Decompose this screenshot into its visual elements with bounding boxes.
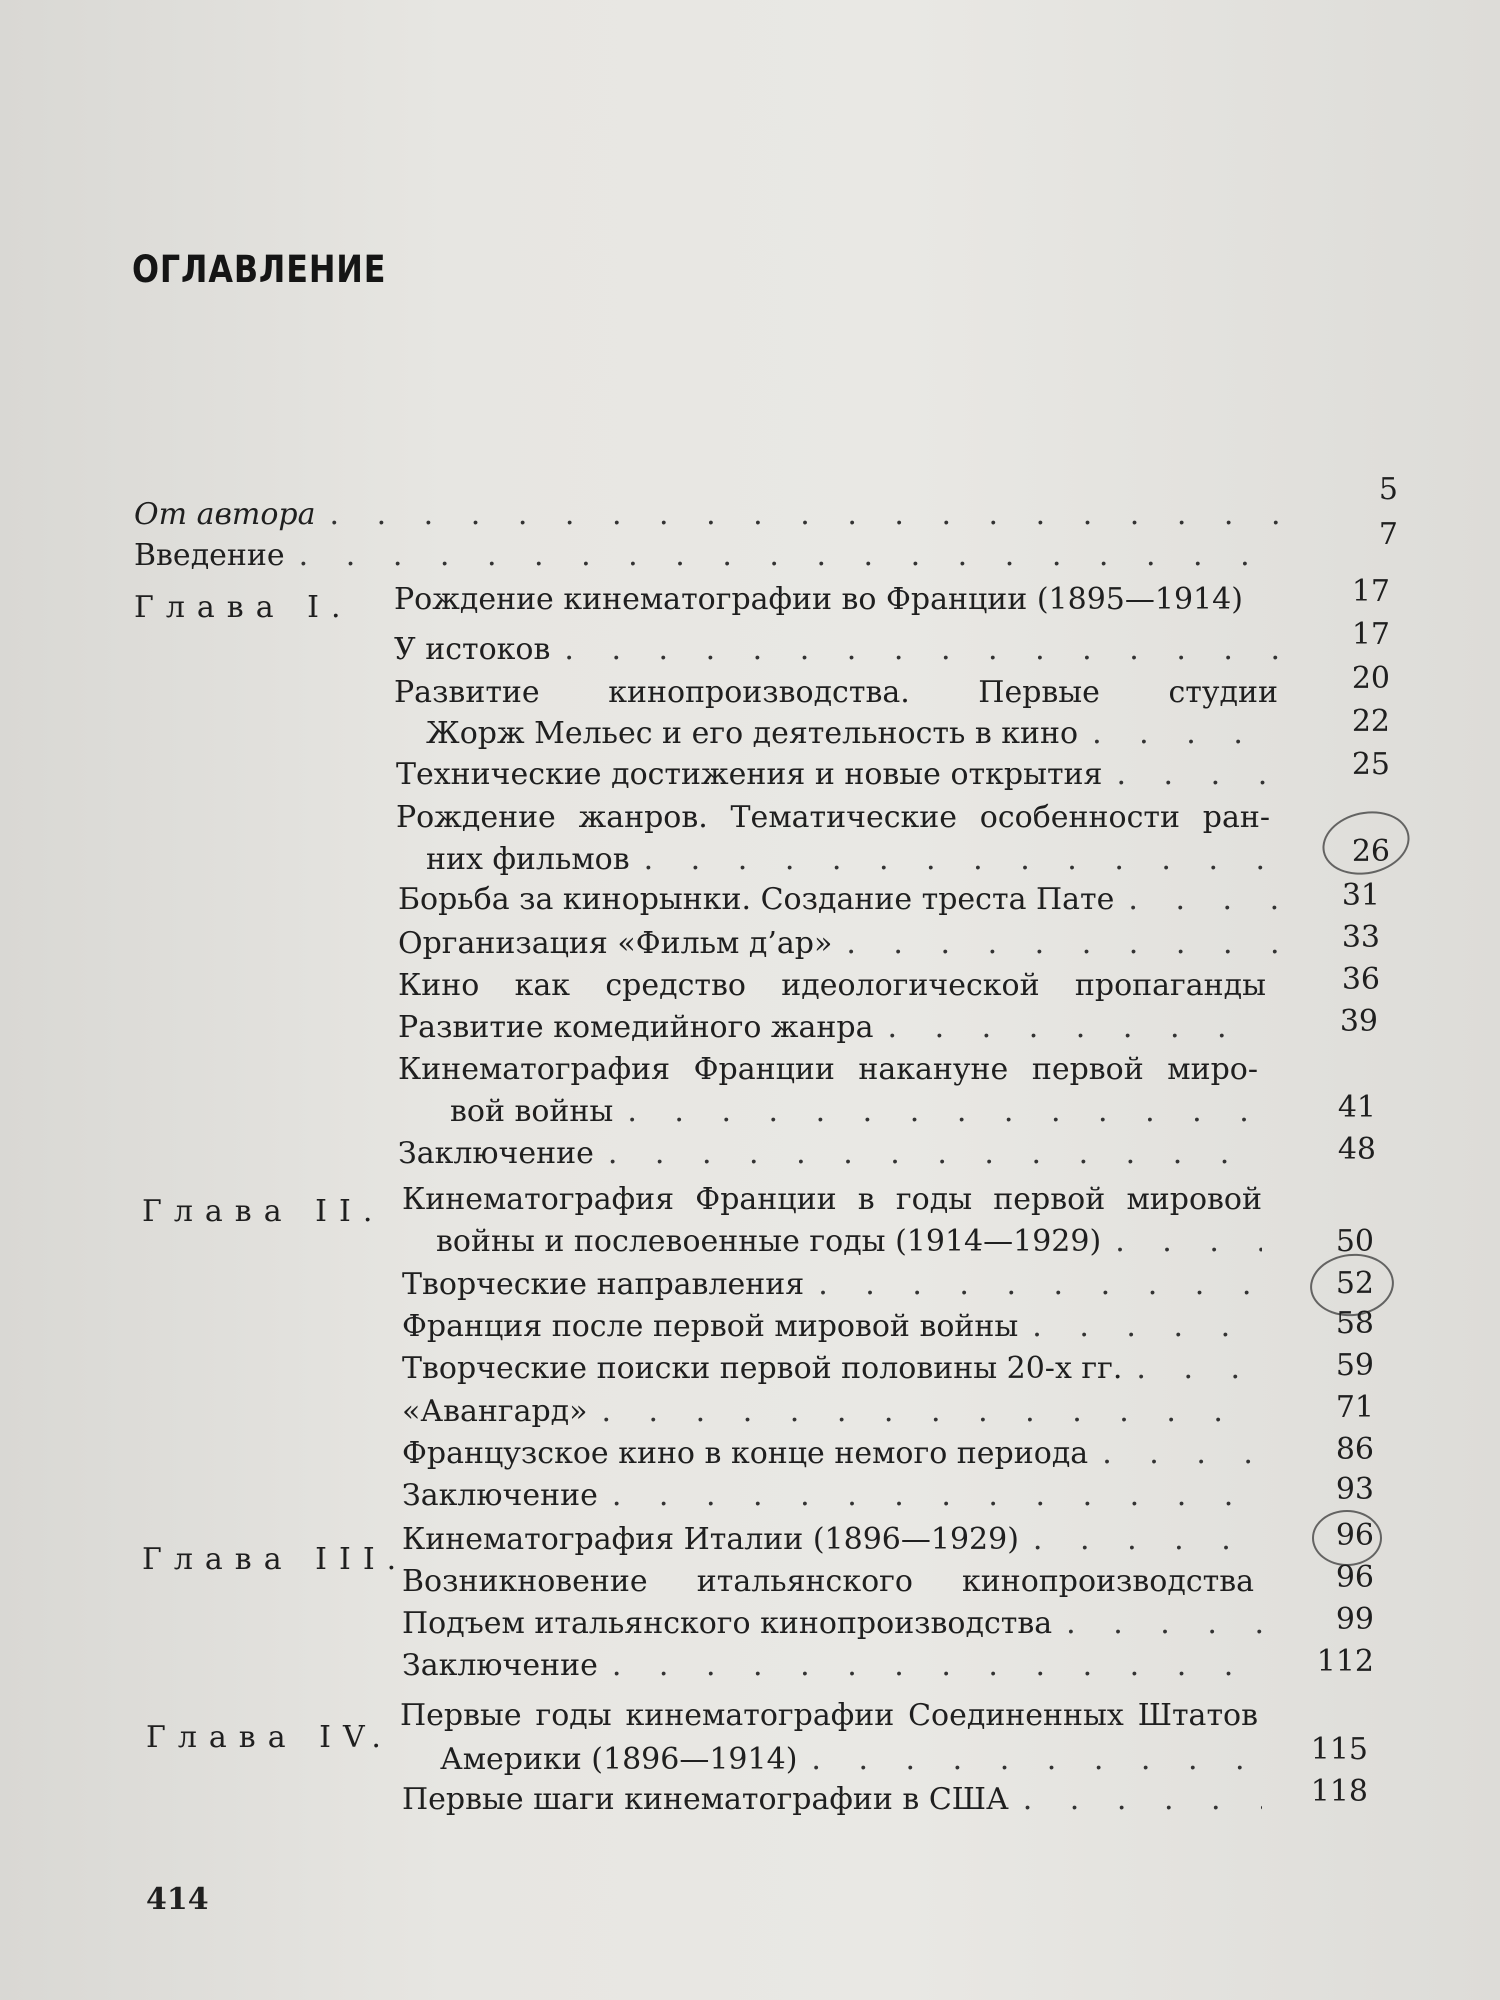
- toc-entry[interactable]: [436, 1222, 1262, 1262]
- page-number: 93: [1335, 1472, 1374, 1507]
- entry-title: Жорж Мельес и его деятельность в кино: [426, 716, 1079, 751]
- dot-leader: [564, 630, 1278, 670]
- entry-title: Борьба за кинорынки. Создание треста Пате: [398, 882, 1115, 917]
- toc-entry[interactable]: [398, 880, 1278, 920]
- toc-entry[interactable]: [398, 966, 1266, 1006]
- dot-leader: [1136, 1349, 1262, 1389]
- entry-title: Развитие кинопроизводства. Первые студии: [394, 675, 1278, 710]
- toc-entry[interactable]: [394, 580, 1278, 620]
- toc-entry[interactable]: [394, 673, 1278, 713]
- dot-leader: [644, 840, 1278, 880]
- chapter-label: Глава III.: [142, 1542, 409, 1577]
- toc-entry[interactable]: [402, 1604, 1262, 1644]
- dot-leader: [299, 536, 1278, 576]
- entry-title: У истоков: [394, 632, 551, 667]
- toc-entry[interactable]: [398, 1134, 1266, 1174]
- page-number: 20: [1351, 661, 1390, 696]
- entry-title: Организация «Фильм д’ар»: [398, 926, 833, 961]
- page-number: 99: [1335, 1602, 1374, 1637]
- chapter-label: Глава I.: [134, 590, 353, 625]
- dot-leader: [811, 1740, 1262, 1780]
- page-number: 115: [1310, 1732, 1368, 1767]
- entry-title: Кино как средство идеологической пропаганды: [398, 968, 1266, 1003]
- toc-entry[interactable]: [402, 1646, 1262, 1686]
- toc-entry[interactable]: [402, 1562, 1254, 1602]
- toc-entry[interactable]: [440, 1740, 1262, 1780]
- page-number: 17: [1351, 574, 1390, 609]
- toc-entry[interactable]: [398, 924, 1278, 964]
- dot-leader: [1116, 755, 1278, 795]
- page-number: 118: [1310, 1774, 1368, 1809]
- dot-leader: [1102, 1434, 1262, 1474]
- dot-leader: [1033, 1520, 1262, 1560]
- dot-leader: [1128, 880, 1278, 920]
- entry-title: От автора: [134, 497, 316, 532]
- toc-entry[interactable]: [402, 1265, 1262, 1305]
- page-folio: 414: [146, 1882, 209, 1917]
- dot-leader: [818, 1265, 1262, 1305]
- page-number-circled: 52: [1335, 1266, 1374, 1301]
- page-number: 112: [1316, 1644, 1374, 1679]
- dot-leader: [1023, 1780, 1262, 1820]
- entry-title: Заключение: [398, 1136, 594, 1171]
- chapter-label: Глава II.: [142, 1194, 385, 1229]
- page-number: 59: [1335, 1348, 1374, 1383]
- entry-title: Первые шаги кинематографии в США: [402, 1782, 1009, 1817]
- toc-entry-preface[interactable]: [134, 495, 1278, 535]
- entry-title: Кинематография Франции в годы первой мировой: [402, 1182, 1262, 1217]
- page-number: 48: [1337, 1132, 1376, 1167]
- entry-title: Рождение кинематографии во Франции (1895—1914): [394, 582, 1243, 617]
- page-number: 96: [1335, 1560, 1374, 1595]
- page-number-circled: 96: [1335, 1518, 1374, 1553]
- entry-title: Развитие комедийного жанра: [398, 1010, 874, 1045]
- toc-entry[interactable]: [402, 1392, 1262, 1432]
- dot-leader: [1032, 1307, 1262, 1347]
- dot-leader: [1092, 714, 1278, 754]
- page-number-circled: 26: [1351, 834, 1390, 869]
- page-number: 39: [1339, 1004, 1378, 1039]
- entry-title: Творческие направления: [402, 1267, 805, 1302]
- toc-entry[interactable]: [402, 1307, 1262, 1347]
- entry-title: войны и послевоенные годы (1914—1929): [436, 1224, 1102, 1259]
- page-number: 7: [1378, 517, 1398, 552]
- dot-leader: [608, 1134, 1266, 1174]
- entry-title: Кинематография Италии (1896—1929): [402, 1522, 1019, 1557]
- dot-leader: [612, 1646, 1262, 1686]
- dot-leader: [330, 495, 1278, 535]
- toc-entry-introduction[interactable]: [134, 536, 1278, 576]
- toc-entry[interactable]: [396, 755, 1278, 795]
- toc-entry[interactable]: [398, 1008, 1266, 1048]
- page-number: 41: [1337, 1090, 1376, 1125]
- toc-entry[interactable]: [398, 1050, 1258, 1090]
- dot-leader: [601, 1392, 1262, 1432]
- page-number: 50: [1335, 1224, 1374, 1259]
- page-number: 25: [1351, 747, 1390, 782]
- toc-entry[interactable]: [400, 1696, 1258, 1736]
- toc-entry[interactable]: [426, 840, 1278, 880]
- entry-title: «Авангард»: [402, 1394, 588, 1429]
- entry-title: Франция после первой мировой войны: [402, 1309, 1019, 1344]
- entry-title: Рождение жанров. Тематические особенности ран-: [396, 800, 1270, 835]
- page-number: 33: [1341, 920, 1380, 955]
- entry-title: Заключение: [402, 1648, 598, 1683]
- entry-title: Творческие поиски первой половины 20-х гг.: [402, 1351, 1123, 1386]
- toc-entry[interactable]: [402, 1520, 1262, 1560]
- page-number: 86: [1335, 1432, 1374, 1467]
- page-number: 36: [1341, 962, 1380, 997]
- dot-leader: [612, 1476, 1262, 1516]
- entry-title: Подъем итальянского кинопроизводства: [402, 1606, 1053, 1641]
- chapter-label: Глава IV.: [146, 1720, 393, 1755]
- entry-title: Возникновение итальянского кинопроизводства: [402, 1564, 1254, 1599]
- entry-title: Французское кино в конце немого периода: [402, 1436, 1089, 1471]
- toc-entry[interactable]: [402, 1780, 1262, 1820]
- entry-title: Кинематография Франции накануне первой миро-: [398, 1052, 1258, 1087]
- page-number: 58: [1335, 1306, 1374, 1341]
- dot-leader: [1115, 1222, 1262, 1262]
- entry-title: Технические достижения и новые открытия: [396, 757, 1103, 792]
- toc-entry[interactable]: [402, 1180, 1262, 1220]
- page-number: 17: [1351, 617, 1390, 652]
- entry-title: Введение: [134, 538, 285, 573]
- entry-title: вой войны: [450, 1094, 614, 1129]
- page-title: ОГЛАВЛЕНИЕ: [132, 248, 387, 291]
- page-number: 71: [1335, 1390, 1374, 1425]
- toc-entry[interactable]: [402, 1476, 1262, 1516]
- page-number: 22: [1351, 704, 1390, 739]
- dot-leader: [846, 924, 1278, 964]
- toc-entry[interactable]: [402, 1349, 1262, 1389]
- toc-entry[interactable]: [402, 1434, 1262, 1474]
- toc-entry[interactable]: [450, 1092, 1266, 1132]
- entry-title: Заключение: [402, 1478, 598, 1513]
- page-number: 5: [1378, 472, 1398, 507]
- dot-leader: [888, 1008, 1266, 1048]
- dot-leader: [627, 1092, 1266, 1132]
- entry-title: них фильмов: [426, 842, 630, 877]
- toc-entry[interactable]: [394, 630, 1278, 670]
- entry-title: Первые годы кинематографии Соединенных Штатов: [400, 1698, 1258, 1733]
- dot-leader: [1066, 1604, 1262, 1644]
- page-number: 31: [1341, 878, 1380, 913]
- toc-entry[interactable]: [426, 714, 1278, 754]
- entry-title: Америки (1896—1914): [440, 1742, 798, 1777]
- toc-entry[interactable]: [396, 798, 1270, 838]
